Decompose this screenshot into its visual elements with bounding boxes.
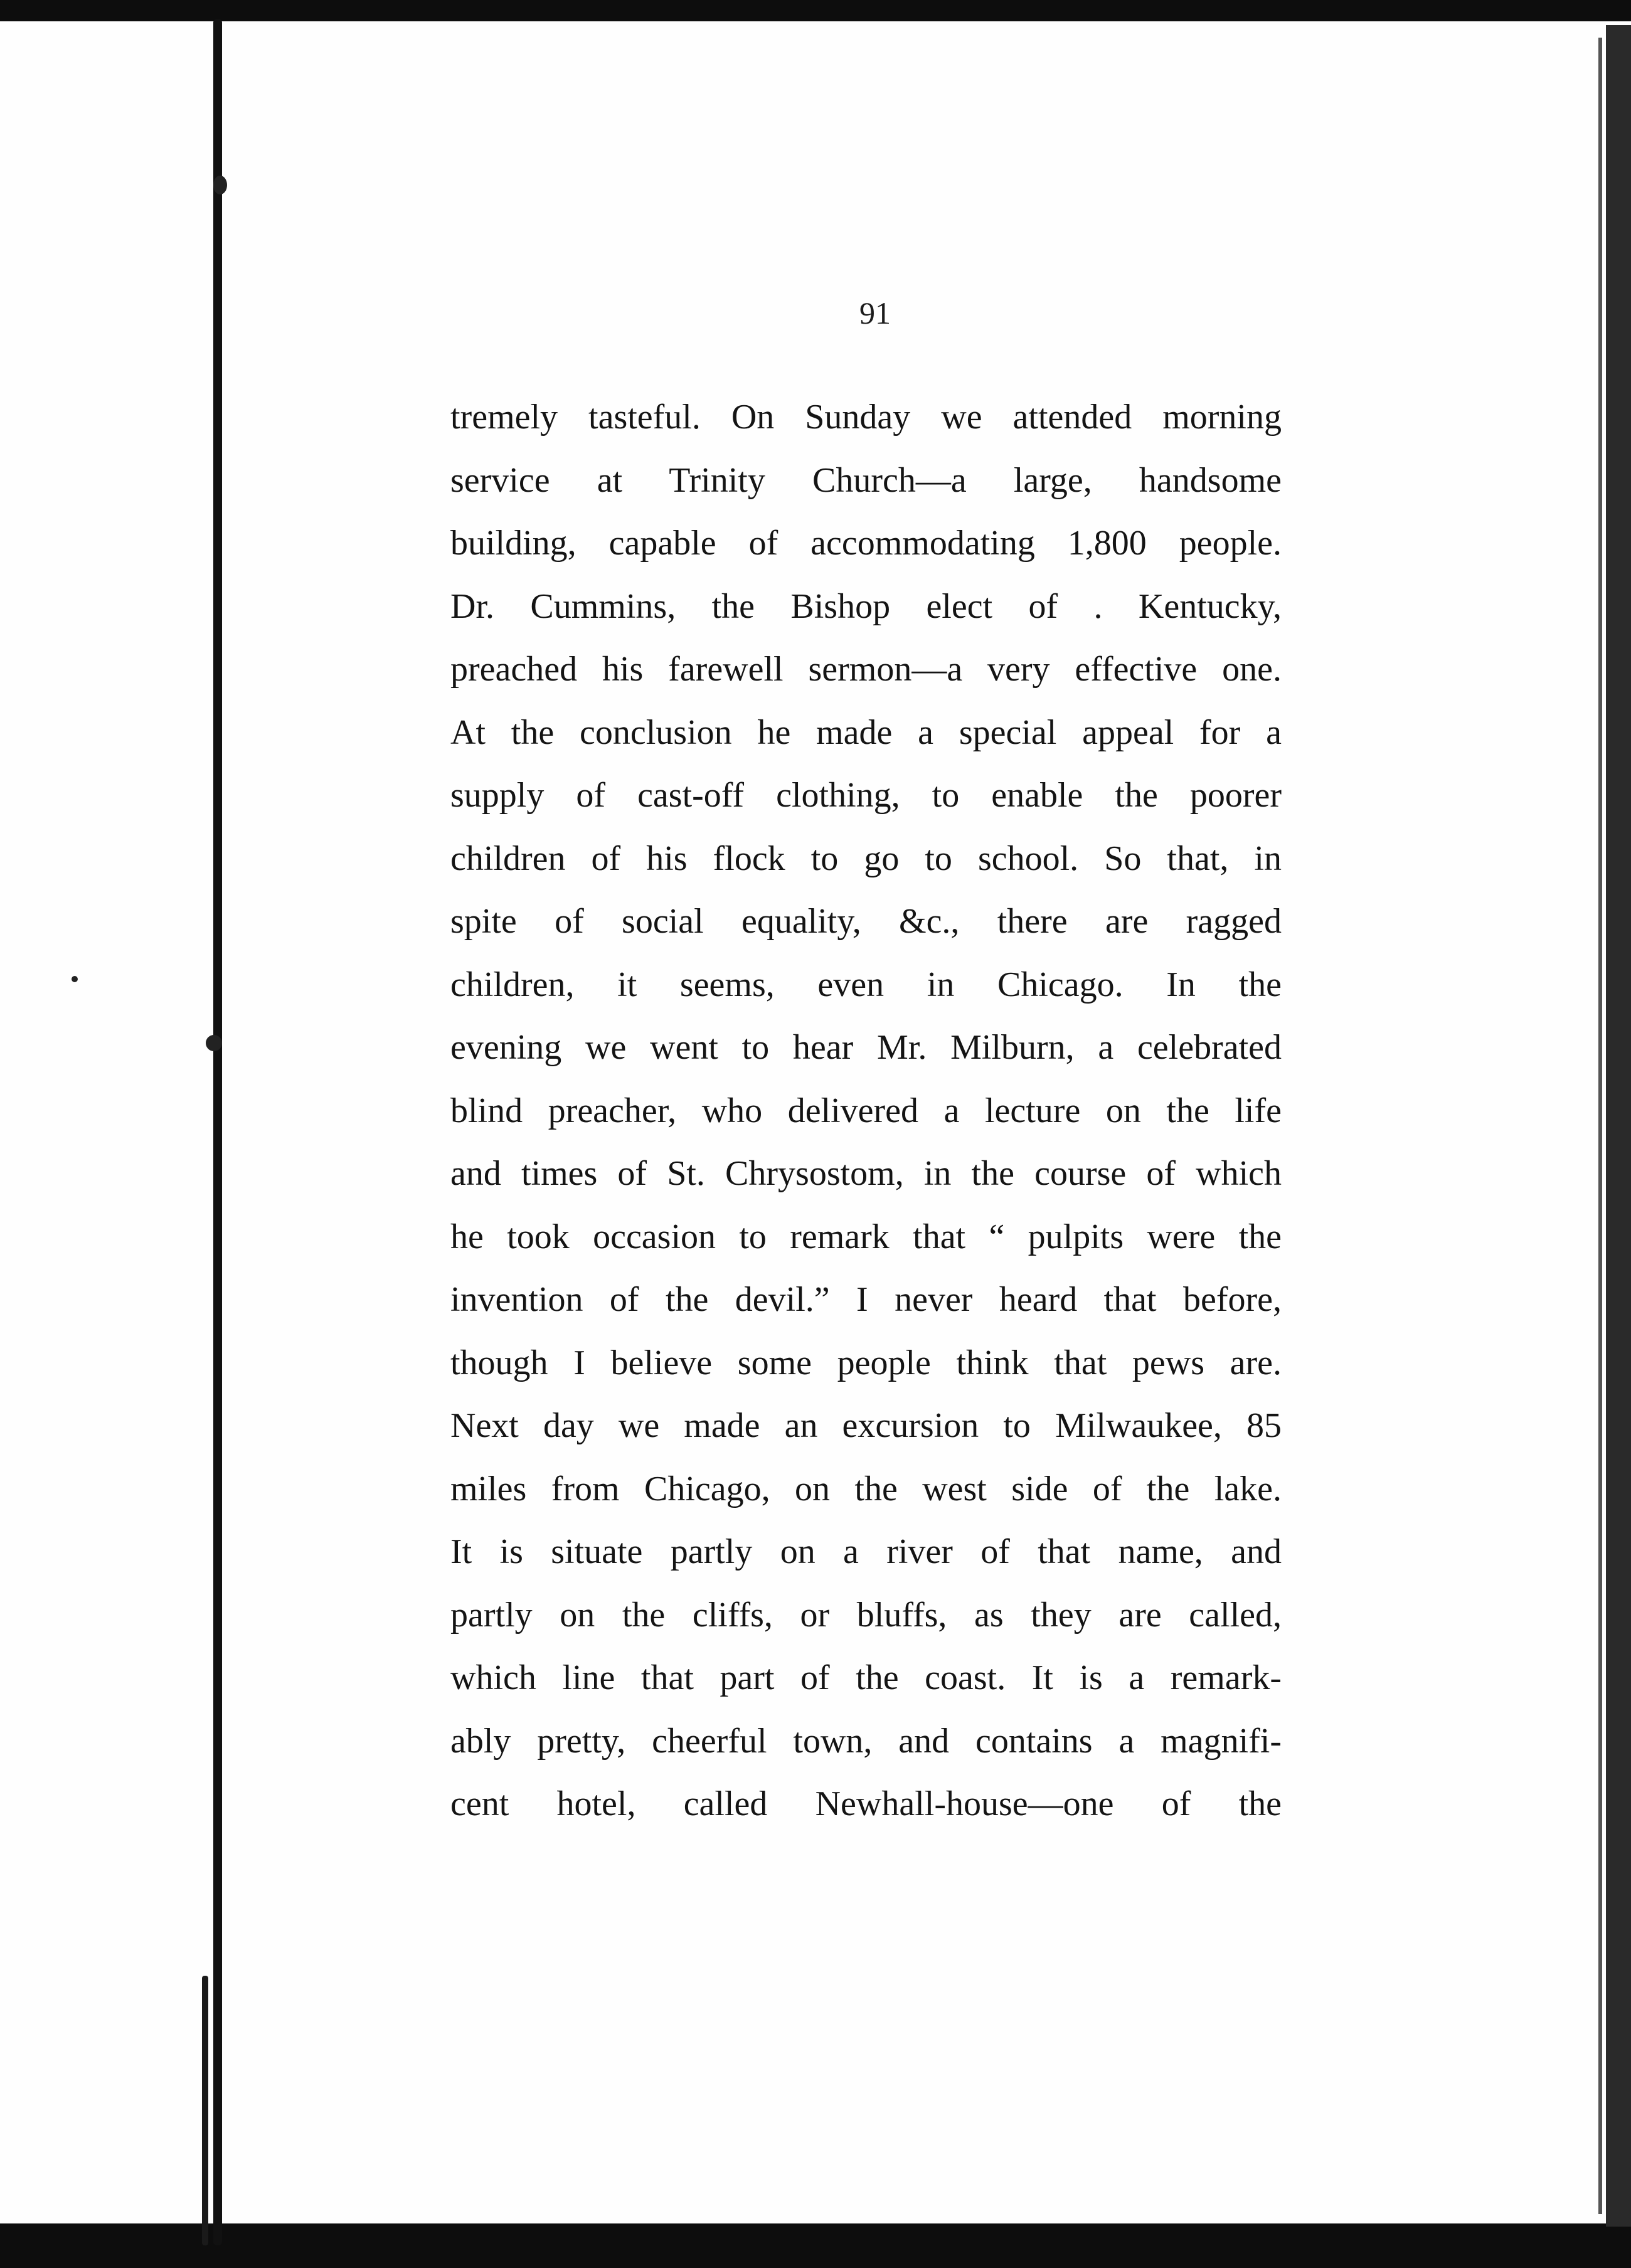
text-line: ably pretty, cheerful town, and contains a magnifi- [450,1721,1282,1761]
body-text [450,386,1282,1836]
text-line: miles from Chicago, on the west side of the lake. [450,1469,1282,1508]
speck [213,176,227,194]
text-line: cent hotel, called Newhall-house—one of the [450,1784,1282,1823]
text-line: supply of cast-off clothing, to enable the poorer [450,776,1282,815]
text-line: he took occasion to remark that “ pulpits were the [450,1217,1282,1256]
text-line: tremely tasteful. On Sunday we attended morning [450,398,1282,437]
text-line: invention of the devil.” I never heard that before, [450,1280,1282,1319]
text-line: and times of St. Chrysostom, in the course of which [450,1154,1282,1193]
text-line: building, capable of accommodating 1,800 people. [450,524,1282,563]
text-line: At the conclusion he made a special appeal for a [450,713,1282,752]
text-line: children, it seems, even in Chicago. In the [450,965,1282,1004]
text-line: though I believe some people think that pews are. [450,1343,1282,1382]
text-line: partly on the cliffs, or bluffs, as they are called, [450,1595,1282,1635]
text-line: children of his flock to go to school. So that, in [450,839,1282,878]
text-line: evening we went to hear Mr. Milburn, a celebrated [450,1028,1282,1067]
text-line: spite of social equality, &c., there are ragged [450,902,1282,941]
text-line: Next day we made an excursion to Milwaukee, 85 [450,1406,1282,1445]
binding-line [213,19,222,2245]
left-page-margin [0,0,210,2268]
right-scan-border [1606,25,1631,2227]
binding-line-lower [202,1976,208,2245]
speck [206,1035,222,1051]
text-line: service at Trinity Church—a large, handsome [450,460,1282,500]
speck [72,976,78,982]
text-line: which line that part of the coast. It is a remark- [450,1658,1282,1697]
page-number: 91 [859,295,891,331]
text-line: blind preacher, who delivered a lecture on the life [450,1091,1282,1130]
top-scan-border [0,0,1631,21]
right-page-edge [1598,38,1602,2214]
text-line: Dr. Cummins, the Bishop elect of . Kentucky, [450,586,1282,626]
text-line: It is situate partly on a river of that name, and [450,1532,1282,1571]
text-line: preached his farewell sermon—a very effective one. [450,650,1282,689]
bottom-scan-border [0,2223,1631,2268]
